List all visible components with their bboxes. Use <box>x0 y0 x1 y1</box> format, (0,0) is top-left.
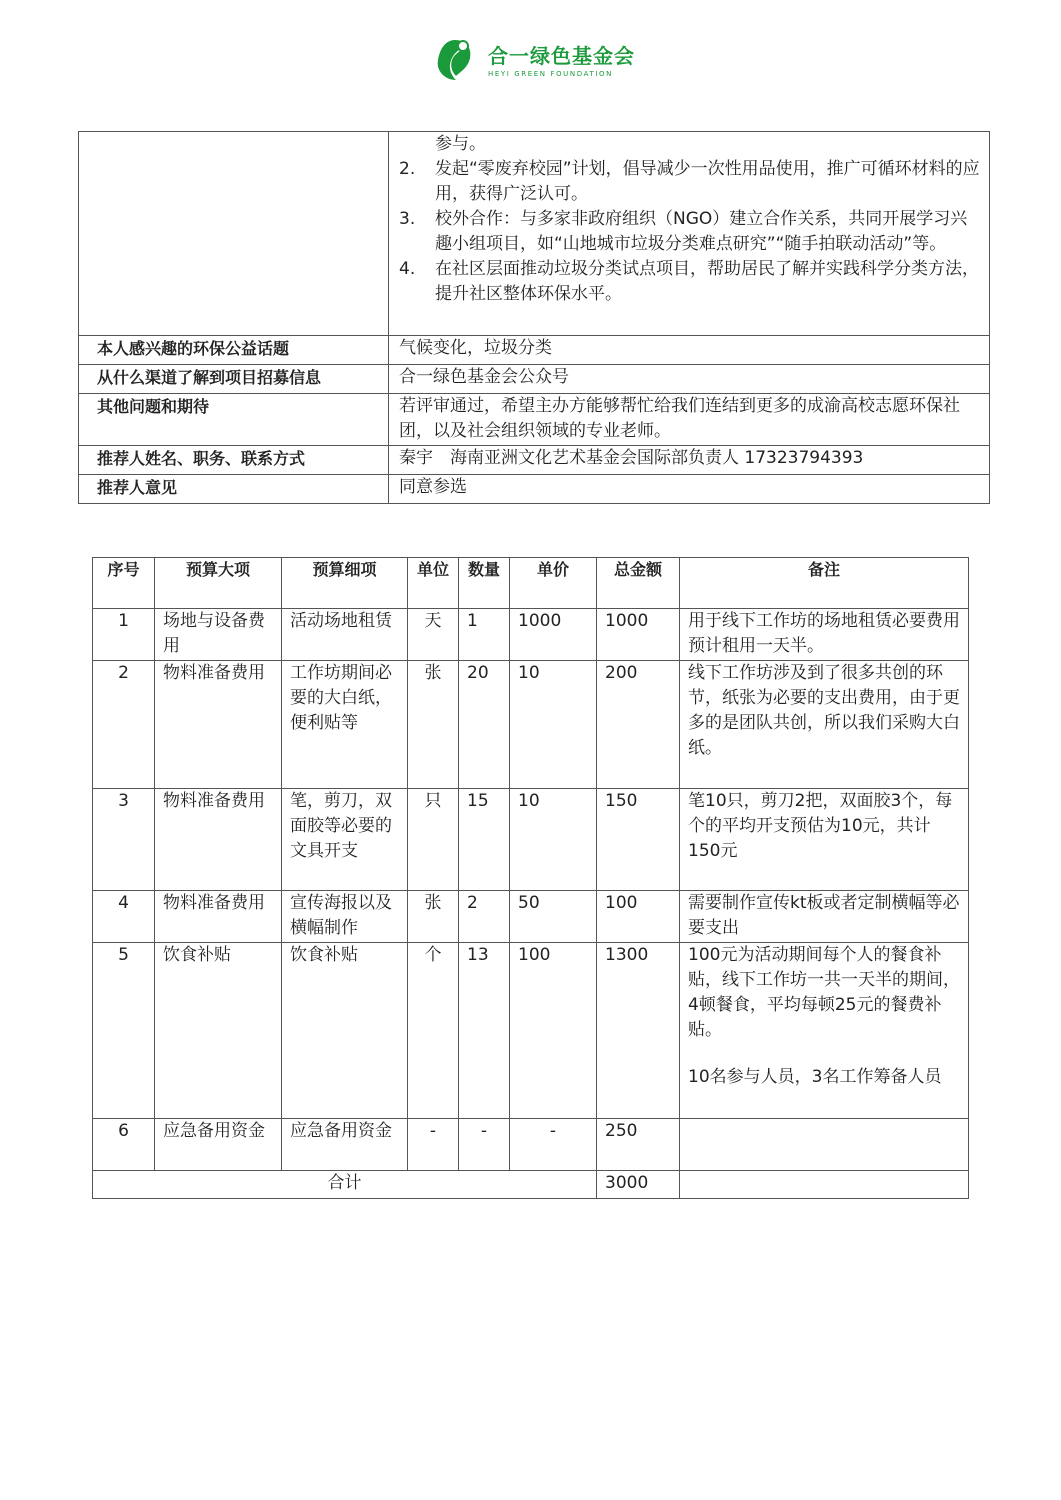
list-num: 2. <box>399 159 416 179</box>
total-note-empty <box>680 1171 969 1199</box>
note-text-2: 10名参与人员，3名工作筹备人员 <box>688 1067 942 1087</box>
logo-cn-text: 合一绿色基金会 <box>488 43 635 68</box>
cell-no: 4 <box>93 891 155 943</box>
table-row <box>93 789 969 891</box>
cell-total: 1300 <box>597 943 680 1119</box>
cell-price: 10 <box>510 789 597 891</box>
header-cell: 预算大项 <box>155 558 282 609</box>
cell-qty: 2 <box>459 891 510 943</box>
header-cell: 单价 <box>510 558 597 609</box>
cell-cat: 物料准备费用 <box>155 891 282 943</box>
cell-note: 线下工作坊涉及到了很多共创的环节，纸张为必要的支出费用，由于更多的是团队共创，所以我们采购大白纸。 <box>680 661 969 789</box>
cell-cat: 物料准备费用 <box>155 661 282 789</box>
header-cell: 单位 <box>408 558 459 609</box>
cell-price: 10 <box>510 661 597 789</box>
foundation-logo <box>432 36 635 86</box>
total-value: 3000 <box>597 1171 680 1199</box>
leaf-logo-icon <box>432 36 478 86</box>
cell-unit: 张 <box>408 891 459 943</box>
table-row <box>93 943 969 1119</box>
cell-cat: 应急备用资金 <box>155 1119 282 1171</box>
cell-detail: 应急备用资金 <box>282 1119 408 1171</box>
cell-qty: 15 <box>459 789 510 891</box>
row-label: 推荐人意见 <box>79 475 389 504</box>
list-item <box>399 257 981 307</box>
row-value: 合一绿色基金会公众号 <box>389 365 990 394</box>
cell-total: 150 <box>597 789 680 891</box>
cell-qty: 1 <box>459 609 510 661</box>
cell-no: 6 <box>93 1119 155 1171</box>
cell-qty: 20 <box>459 661 510 789</box>
row-label: 本人感兴趣的环保公益话题 <box>79 336 389 365</box>
cell-note: 笔10只，剪刀2把，双面胶3个，每个的平均开支预估为10元，共计150元 <box>680 789 969 891</box>
total-row <box>93 1171 969 1199</box>
cell-no: 2 <box>93 661 155 789</box>
cell-unit: - <box>408 1119 459 1171</box>
empty-label-cell <box>79 132 389 336</box>
cell-note: 需要制作宣传kt板或者定制横幅等必要支出 <box>680 891 969 943</box>
total-label: 合计 <box>93 1171 597 1199</box>
cell-unit: 张 <box>408 661 459 789</box>
cell-detail: 笔，剪刀，双面胶等必要的文具开支 <box>282 789 408 891</box>
cell-detail: 宣传海报以及横幅制作 <box>282 891 408 943</box>
cell-total: 100 <box>597 891 680 943</box>
cell-qty: 13 <box>459 943 510 1119</box>
cell-note <box>680 943 969 1119</box>
row-label: 推荐人姓名、职务、联系方式 <box>79 446 389 475</box>
row-value: 同意参选 <box>389 475 990 504</box>
cell-cat: 饮食补贴 <box>155 943 282 1119</box>
application-info-table <box>78 131 990 504</box>
budget-table <box>92 557 969 1199</box>
cell-note: 用于线下工作坊的场地租赁必要费用预计租用一天半。 <box>680 609 969 661</box>
table-row <box>93 609 969 661</box>
cell-total: 200 <box>597 661 680 789</box>
table-row <box>93 1119 969 1171</box>
cell-detail: 饮食补贴 <box>282 943 408 1119</box>
cell-cat: 场地与设备费用 <box>155 609 282 661</box>
cell-no: 5 <box>93 943 155 1119</box>
cell-note <box>680 1119 969 1171</box>
cell-cat: 物料准备费用 <box>155 789 282 891</box>
list-text: 校外合作：与多家非政府组织（NGO）建立合作关系，共同开展学习兴趣小组项目，如“山地城市垃圾分类难点研究”“随手拍联动活动”等。 <box>435 209 968 254</box>
cell-unit: 个 <box>408 943 459 1119</box>
cell-price: 1000 <box>510 609 597 661</box>
logo-en-text: HEYI GREEN FOUNDATION <box>488 69 613 78</box>
list-item <box>399 157 981 207</box>
continuation-text: 参与。 <box>435 134 486 154</box>
header-cell: 预算细项 <box>282 558 408 609</box>
table-row <box>93 661 969 789</box>
list-text: 在社区层面推动垃圾分类试点项目，帮助居民了解并实践科学分类方法，提升社区整体环保水平。 <box>435 259 979 304</box>
cell-detail: 活动场地租赁 <box>282 609 408 661</box>
list-num: 4. <box>399 259 416 279</box>
note-text: 100元为活动期间每个人的餐食补贴，线下工作坊一共一天半的期间，4顿餐食，平均每顿25元的餐费补贴。 <box>688 945 960 1040</box>
cell-total: 250 <box>597 1119 680 1171</box>
cell-no: 3 <box>93 789 155 891</box>
table-row <box>93 891 969 943</box>
cell-total: 1000 <box>597 609 680 661</box>
cell-no: 1 <box>93 609 155 661</box>
cell-unit: 天 <box>408 609 459 661</box>
list-item <box>399 207 981 257</box>
cell-detail: 工作坊期间必要的大白纸，便利贴等 <box>282 661 408 789</box>
cell-unit: 只 <box>408 789 459 891</box>
row-value: 气候变化，垃圾分类 <box>389 336 990 365</box>
row-label: 其他问题和期待 <box>79 394 389 446</box>
cell-price: 50 <box>510 891 597 943</box>
list-text: 发起“零废弃校园”计划，倡导减少一次性用品使用，推广可循环材料的应用，获得广泛认可。 <box>435 159 980 204</box>
cell-qty: - <box>459 1119 510 1171</box>
cell-price: - <box>510 1119 597 1171</box>
header-cell: 序号 <box>93 558 155 609</box>
list-num: 3. <box>399 209 416 229</box>
header-cell: 数量 <box>459 558 510 609</box>
experience-list <box>399 157 981 307</box>
header-cell: 总金额 <box>597 558 680 609</box>
header-cell: 备注 <box>680 558 969 609</box>
cell-price: 100 <box>510 943 597 1119</box>
row-value: 秦宇 海南亚洲文化艺术基金会国际部负责人 17323794393 <box>389 446 990 475</box>
experience-cell <box>389 132 990 336</box>
row-value: 若评审通过，希望主办方能够帮忙给我们连结到更多的成渝高校志愿环保社团，以及社会组织领域的专业老师。 <box>389 394 990 446</box>
row-label: 从什么渠道了解到项目招募信息 <box>79 365 389 394</box>
